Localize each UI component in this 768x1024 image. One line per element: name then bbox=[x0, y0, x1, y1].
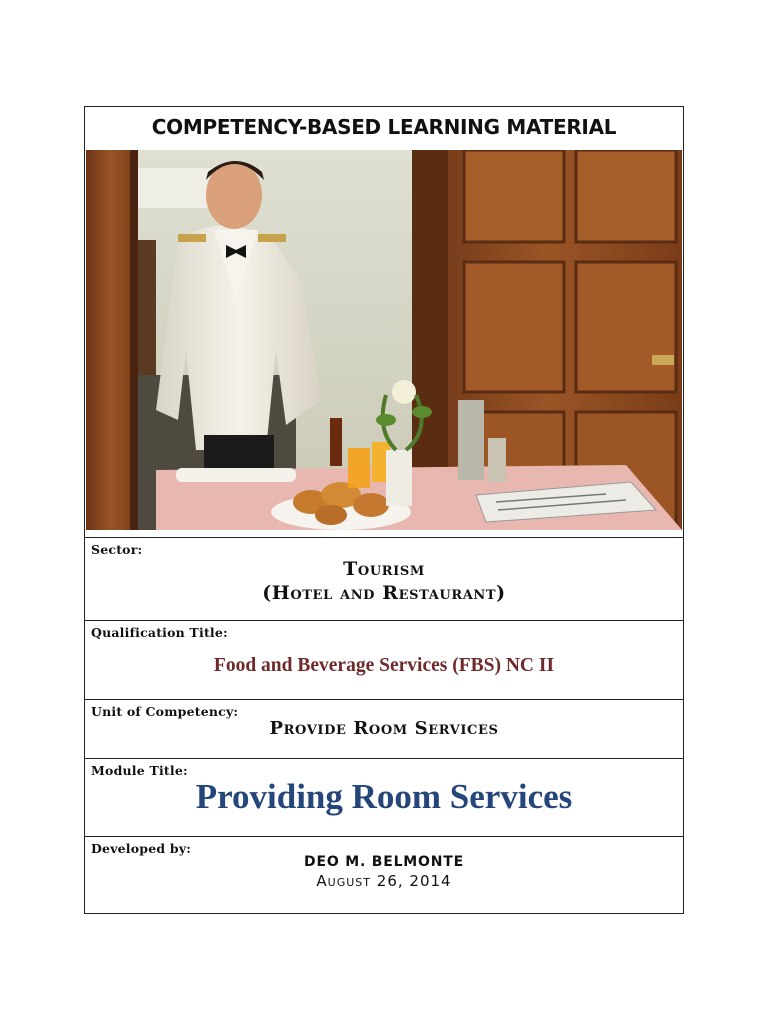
sector-section bbox=[85, 537, 683, 620]
cover-page bbox=[84, 106, 684, 914]
unit-label: Unit of Competency: bbox=[91, 704, 239, 719]
developer-date: August 26, 2014 bbox=[316, 872, 452, 890]
qualification-section bbox=[85, 620, 683, 699]
qualification-label: Qualification Title: bbox=[91, 625, 228, 640]
document-title: COMPETENCY-BASED LEARNING MATERIAL bbox=[151, 115, 617, 139]
sector-value-line1: Tourism bbox=[343, 558, 425, 580]
sector-label: Sector: bbox=[91, 542, 143, 557]
title-row bbox=[85, 107, 683, 149]
unit-value: Provide Room Services bbox=[269, 718, 499, 739]
qualification-value: Food and Beverage Services (FBS) NC II bbox=[213, 655, 555, 676]
developer-name: DEO M. BELMONTE bbox=[304, 854, 464, 870]
room-service-waiter-photo bbox=[86, 150, 682, 530]
module-label: Module Title: bbox=[91, 763, 188, 778]
developer-section bbox=[85, 836, 683, 915]
unit-section bbox=[85, 699, 683, 758]
module-section bbox=[85, 758, 683, 836]
photo-row bbox=[85, 149, 683, 537]
developer-label: Developed by: bbox=[91, 841, 192, 856]
module-value: Providing Room Services bbox=[195, 777, 573, 816]
sector-value-line2: (Hotel and Restaurant) bbox=[262, 582, 506, 604]
